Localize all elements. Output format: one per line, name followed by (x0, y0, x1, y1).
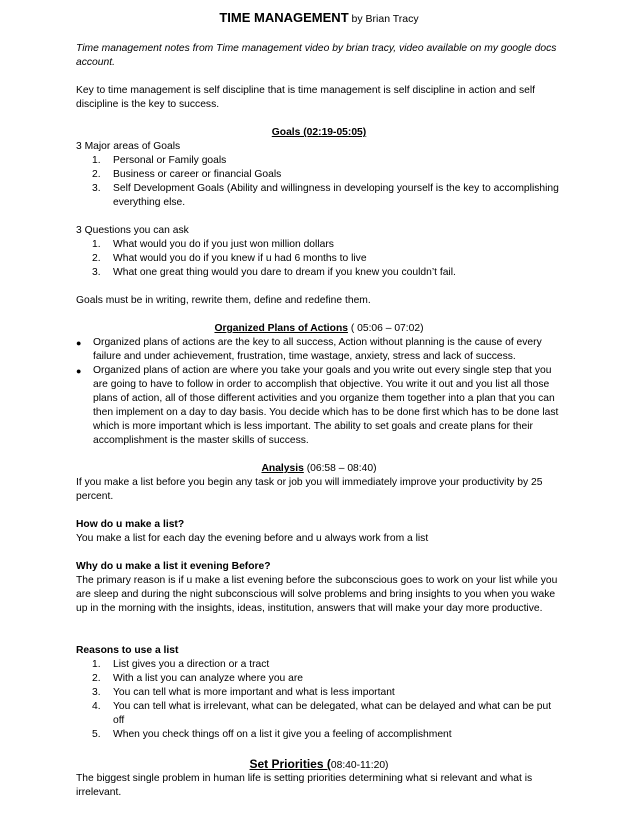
bullet-icon: ● (76, 338, 82, 348)
goals-heading: Goals (02:19-05:05) (271, 127, 367, 138)
analysis-heading: Analysis (261, 463, 304, 474)
list-item: 3. What one great thing would you dare to dream if you knew you couldn’t fail. (92, 267, 456, 278)
priorities-heading-line (0, 757, 638, 773)
bullet-icon: ● (76, 366, 82, 376)
goals-areas-list (76, 154, 564, 210)
title-main: TIME MANAGEMENT (219, 10, 349, 25)
how-list-answer: You make a list for each day the evening before and u always work from a list (76, 533, 429, 544)
goals-questions-intro: 3 Questions you can ask (76, 225, 189, 236)
analysis-text: If you make a list before you begin any task or job you will immediately improve your productivity by 25 percent. (76, 477, 543, 502)
priorities-text: The biggest single problem in human life is setting priorities determining what si relevant and what is irrelevant. (76, 773, 533, 798)
reasons-list (76, 658, 564, 742)
why-evening-question: Why do u make a list it evening Before? (76, 561, 271, 572)
list-item: 1. List gives you a direction or a tract (92, 659, 270, 670)
list-item: ● Organized plans of action are where you take your goals and you write out every single step that you are going to have to follow in order to accomplish that objective. You write it out and you list all those plans of action, all of those different activities and you organize them together into a plan that you can then implement on a day to day basis. You decide which has to be done first which has to be done last which is more important which is less important. The ability to set goals and create plans for their accomplishment is the master skills of success. (76, 365, 559, 446)
reasons-heading: Reasons to use a list (76, 645, 179, 656)
list-item: ● Organized plans of actions are the key to all success, Action without planning is the cause of every failure and under achievement, frustration, time wastage, anxiety, stress and lack of success. (76, 337, 542, 362)
how-list-question: How do u make a list? (76, 519, 185, 530)
intro-line: Key to time management is self discipline that is time management is self discipline in action and self discipline is the key to success. (76, 85, 536, 110)
analysis-time: (06:58 – 08:40) (303, 463, 377, 474)
analysis-heading-line (0, 462, 638, 476)
list-item: 3. Self Development Goals (Ability and willingness in developing yourself is the key to accomplishing everything else. (92, 183, 559, 208)
document-title (0, 11, 638, 27)
goals-areas-intro: 3 Major areas of Goals (76, 141, 181, 152)
why-evening-answer: The primary reason is if u make a list evening before the subconscious goes to work on your list while you are sleep and during the night subconscious will solve problems and bring insights to you when you wake up in the morning with the insights, ideas, institution, answers that will make your day more productive. (76, 575, 558, 614)
list-item: 1. Personal or Family goals (92, 155, 227, 166)
goals-closing: Goals must be in writing, rewrite them, define and redefine them. (76, 295, 371, 306)
plans-heading-line (0, 322, 638, 336)
priorities-time: 08:40-11:20) (330, 760, 389, 771)
list-item: 3. You can tell what is more important and what is less important (92, 687, 395, 698)
list-item: 5. When you check things off on a list it give you a feeling of accomplishment (92, 729, 452, 740)
plans-bullets (76, 336, 564, 448)
list-item: 4. You can tell what is irrelevant, what can be delegated, what can be delayed and what can be put off (92, 701, 552, 726)
goals-questions-list (76, 238, 564, 280)
plans-time: ( 05:06 – 07:02) (347, 323, 424, 334)
list-item: 2. Business or career or financial Goals (92, 169, 282, 180)
title-author: by Brian Tracy (351, 13, 419, 25)
list-item: 2. With a list you can analyze where you are (92, 673, 304, 684)
priorities-heading: Set Priorities ( (249, 757, 331, 771)
intro-note: Time management notes from Time management video by brian tracy, video available on my google docs account. (76, 43, 557, 68)
list-item: 2. What would you do if you knew if u had 6 months to live (92, 253, 367, 264)
plans-heading: Organized Plans of Actions (214, 323, 348, 334)
list-item: 1. What would you do if you just won million dollars (92, 239, 334, 250)
